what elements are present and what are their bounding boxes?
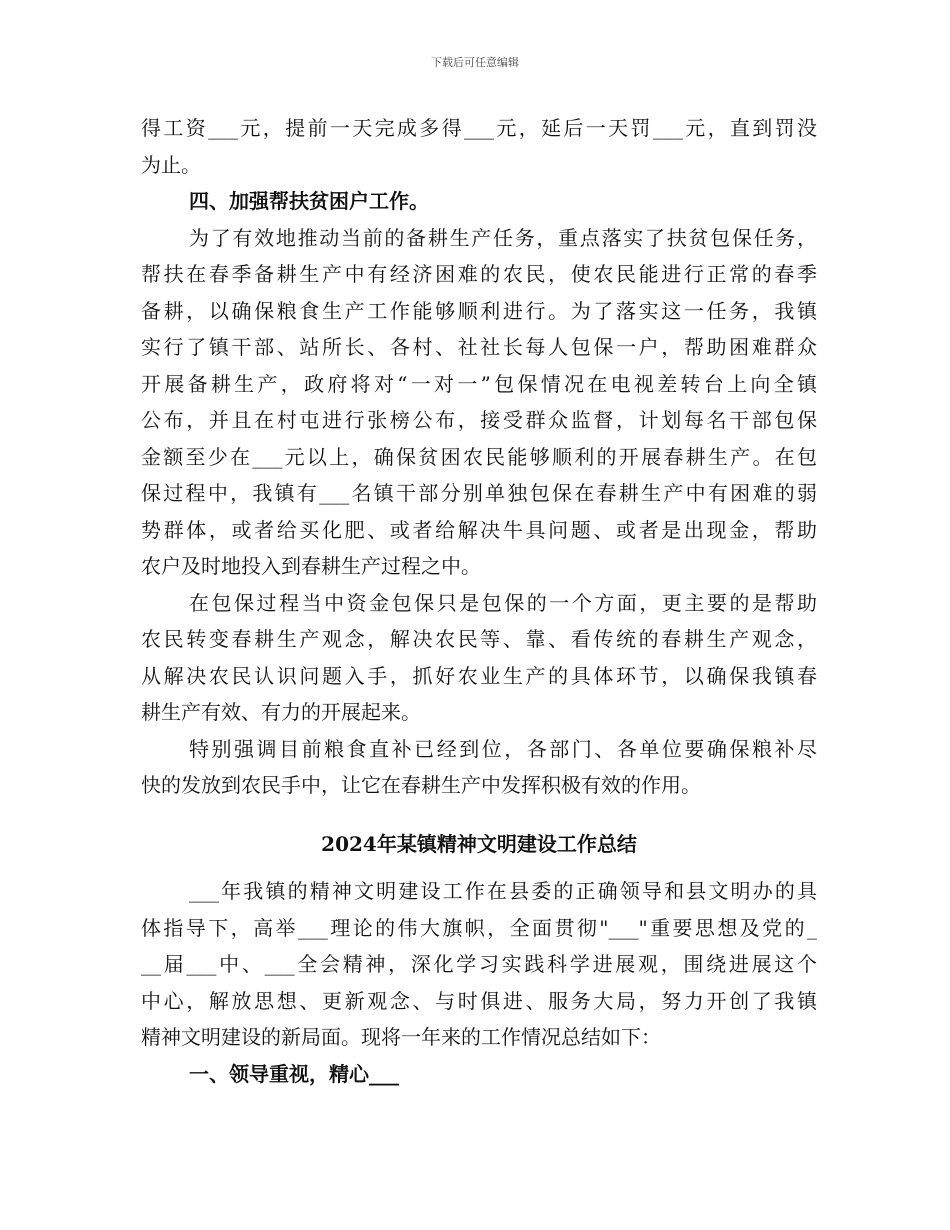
text-line: ___年我镇的精神文明建设工作在县委的正确领导和县文明办的具 [189,879,817,903]
text-line: 体指导下，高举___理论的伟大旗帜，全面贯彻"___"重要思想及党的_ [141,915,817,940]
text-line: 势群体，或者给买化肥、或者给解决牛具问题、或者是出现金，帮助 [141,517,817,542]
text-line: 保过程中，我镇有___名镇干部分别单独包保在春耕生产中有困难的弱 [141,481,817,505]
text-line: 金额至少在___元以上，确保贫困农民能够顺利的开展春耕生产。在包 [141,444,817,469]
text-line: 精神文明建设的新局面。现将一年来的工作情况总结如下： [141,1025,661,1049]
text-line: 在包保过程当中资金包保只是包保的一个方面，更主要的是帮助 [189,590,817,615]
text-line: 农民转变春耕生产观念，解决农民等、靠、看传统的春耕生产观念， [141,627,817,651]
text-line: 备耕，以确保粮食生产工作能够顺利进行。为了落实这一任务，我镇 [141,298,817,323]
document-body [141,110,817,1092]
text-line: 为了有效地推动当前的备耕生产任务，重点落实了扶贫包保任务， [189,225,817,250]
page-header: 下载后可任意编辑 [431,56,519,69]
paragraph [141,585,817,731]
paragraph [141,220,817,585]
text-line: 得工资___元，提前一天完成多得___元，延后一天罚___元，直到罚没 [141,116,817,140]
text-line: 公布，并且在村屯进行张榜公布，接受群众监督，计划每名干部包保 [141,408,817,432]
paragraph [141,731,817,804]
text-line: 开展备耕生产，政府将对“一对一”包保情况在电视差转台上向全镇 [141,371,817,396]
text-line: 为止。 [141,152,201,177]
section-heading: 四、加强帮扶贫困户工作。 [189,189,429,213]
paragraph [141,873,817,1056]
section-heading: 一、领导重视，精心___ [189,1061,399,1086]
text-line: 特别强调目前粮食直补已经到位，各部门、各单位要确保粮补尽 [189,736,817,761]
text-line: 帮扶在春季备耕生产中有经济困难的农民，使农民能进行正常的春季 [141,262,817,286]
text-line: 中心，解放思想、更新观念、与时俱进、服务大局，努力开创了我镇 [141,988,817,1013]
text-line: 实行了镇干部、站所长、各村、社社长每人包保一户，帮助困难群众 [141,335,817,359]
text-line: 从解决农民认识问题入手，抓好农业生产的具体环节，以确保我镇春 [141,663,817,688]
text-line: 快的发放到农民手中，让它在春耕生产中发挥积极有效的作用。 [141,773,701,797]
document-title: 2024年某镇精神文明建设工作总结 [321,831,637,856]
text-line: __届___中、___全会精神，深化学习实践科学进展观，围绕进展这个 [141,952,817,976]
text-line: 农户及时地投入到春耕生产过程之中。 [141,554,481,578]
text-line: 耕生产有效、有力的开展起来。 [141,700,421,724]
